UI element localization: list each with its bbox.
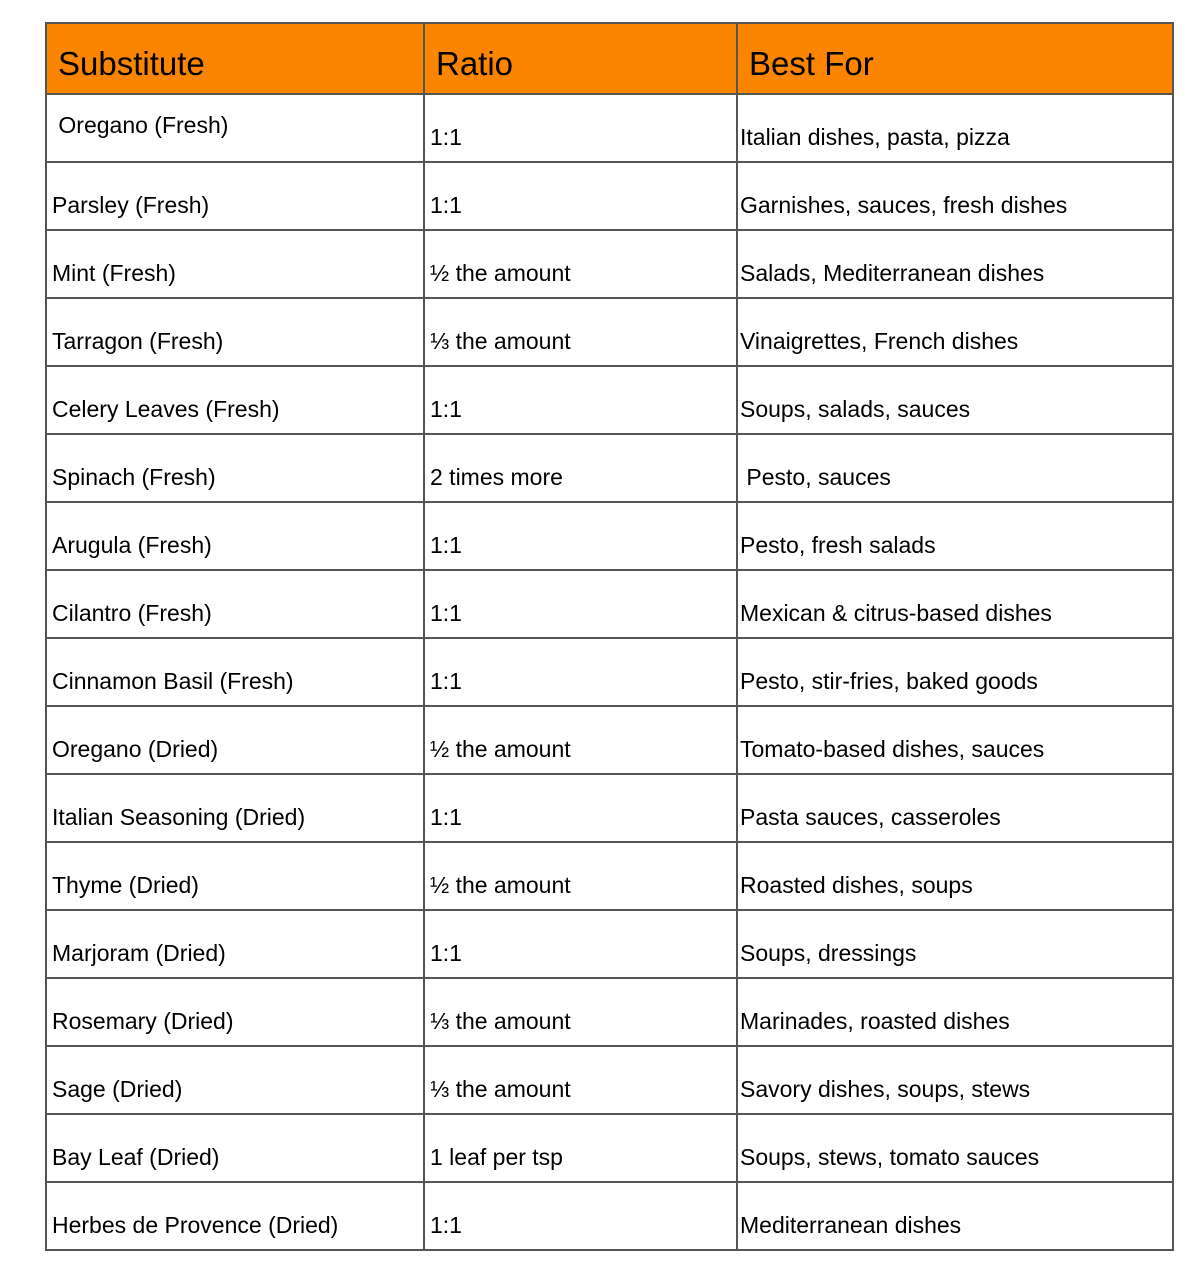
table-row [46,298,1173,366]
ratio-cell: 1:1 [424,638,737,706]
best-for-cell: Marinades, roasted dishes [737,978,1173,1046]
table-row [46,1046,1173,1114]
best-for-cell: Salads, Mediterranean dishes [737,230,1173,298]
table-row [46,230,1173,298]
ratio-cell: ½ the amount [424,706,737,774]
substitute-cell: Mint (Fresh) [46,230,424,298]
ratio-cell: ⅓ the amount [424,978,737,1046]
substitute-cell: Italian Seasoning (Dried) [46,774,424,842]
ratio-cell: 1:1 [424,774,737,842]
table-row [46,910,1173,978]
table-row [46,1182,1173,1250]
table-row [46,162,1173,230]
ratio-cell: ½ the amount [424,230,737,298]
ratio-cell: 1:1 [424,502,737,570]
table-row [46,638,1173,706]
ratio-cell: 1:1 [424,570,737,638]
substitute-cell: Rosemary (Dried) [46,978,424,1046]
best-for-cell: Pasta sauces, casseroles [737,774,1173,842]
col-header-substitute: Substitute [46,23,424,94]
ratio-cell: ⅓ the amount [424,1046,737,1114]
table-row [46,366,1173,434]
ratio-cell: 1:1 [424,94,737,162]
best-for-cell: Garnishes, sauces, fresh dishes [737,162,1173,230]
best-for-cell: Soups, stews, tomato sauces [737,1114,1173,1182]
table-row [46,1114,1173,1182]
substitute-cell: Oregano (Dried) [46,706,424,774]
col-header-ratio: Ratio [424,23,737,94]
table-row [46,570,1173,638]
ratio-cell: ½ the amount [424,842,737,910]
best-for-cell: Mexican & citrus-based dishes [737,570,1173,638]
best-for-cell: Tomato-based dishes, sauces [737,706,1173,774]
herb-substitute-table [45,22,1174,1251]
substitute-cell: Herbes de Provence (Dried) [46,1182,424,1250]
substitute-cell: Cinnamon Basil (Fresh) [46,638,424,706]
best-for-cell: Vinaigrettes, French dishes [737,298,1173,366]
best-for-cell: Pesto, fresh salads [737,502,1173,570]
substitute-cell: Parsley (Fresh) [46,162,424,230]
best-for-cell: Mediterranean dishes [737,1182,1173,1250]
table-row [46,842,1173,910]
substitute-cell: Tarragon (Fresh) [46,298,424,366]
table-row [46,774,1173,842]
substitute-cell: Sage (Dried) [46,1046,424,1114]
best-for-cell: Soups, dressings [737,910,1173,978]
ratio-cell: 1:1 [424,910,737,978]
best-for-cell: Soups, salads, sauces [737,366,1173,434]
substitute-cell: Arugula (Fresh) [46,502,424,570]
ratio-cell: ⅓ the amount [424,298,737,366]
table-row [46,706,1173,774]
best-for-cell: Pesto, sauces [737,434,1173,502]
table-row [46,978,1173,1046]
ratio-cell: 1:1 [424,1182,737,1250]
ratio-cell: 1:1 [424,162,737,230]
ratio-cell: 1 leaf per tsp [424,1114,737,1182]
substitute-cell: Celery Leaves (Fresh) [46,366,424,434]
table-row [46,94,1173,162]
best-for-cell: Savory dishes, soups, stews [737,1046,1173,1114]
ratio-cell: 1:1 [424,366,737,434]
substitute-cell: Marjoram (Dried) [46,910,424,978]
best-for-cell: Roasted dishes, soups [737,842,1173,910]
substitute-cell: Spinach (Fresh) [46,434,424,502]
substitute-cell: Oregano (Fresh) [46,94,424,162]
table-header-row [46,23,1173,94]
best-for-cell: Italian dishes, pasta, pizza [737,94,1173,162]
table-row [46,502,1173,570]
substitute-cell: Bay Leaf (Dried) [46,1114,424,1182]
table-row [46,434,1173,502]
substitute-cell: Cilantro (Fresh) [46,570,424,638]
ratio-cell: 2 times more [424,434,737,502]
substitute-cell: Thyme (Dried) [46,842,424,910]
best-for-cell: Pesto, stir-fries, baked goods [737,638,1173,706]
col-header-best-for: Best For [737,23,1173,94]
